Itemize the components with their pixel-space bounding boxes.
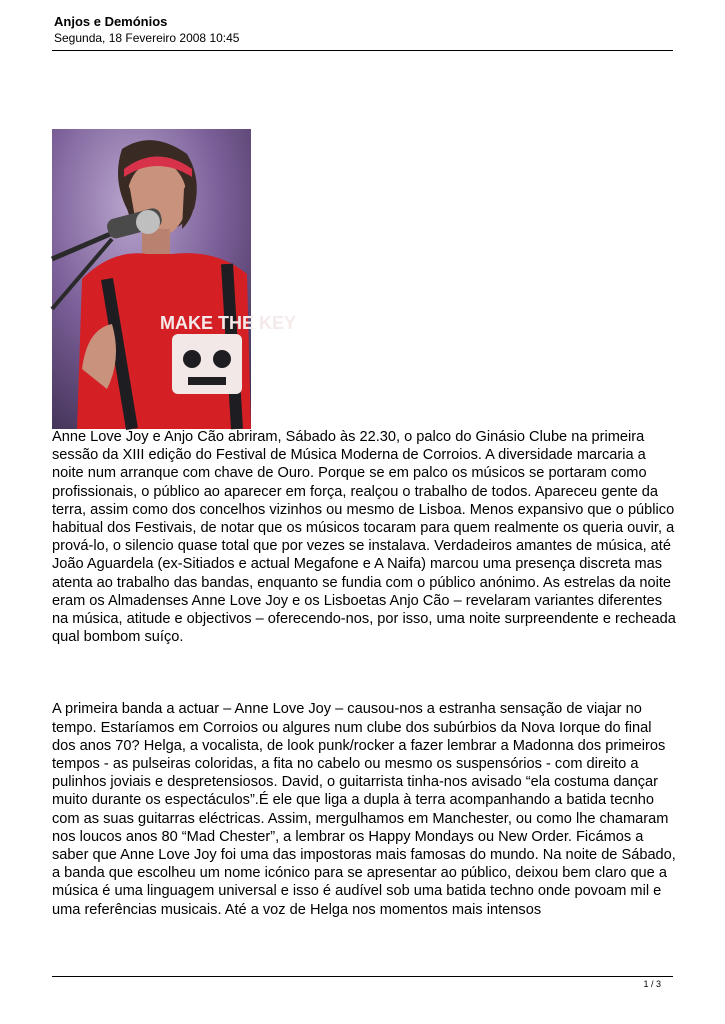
article-paragraph-1: Anne Love Joy e Anjo Cão abriram, Sábado às 22.30, o palco do Ginásio Clube na primeira sessão da XIII edição do Festival de Música Moderna de Corroios. A diversidade marcaria a noite num arranque com chave de Ouro. Porque se em palco os músicos se portaram como profissionais, o público ao aparecer em força, realçou o trabalho de todos. Apareceu gente da terra, assim como dos concelhos vizinhos ou mesmo de Lisboa. Menos expansivo que o público habitual dos Festivais, de notar que os músicos tocaram para quem realmente os queria ouvir, a prová-lo, o silencio quase total que por vezes se instalava. Verdadeiros amantes de música, até João Aguardela (ex-Sitiados e actual Megafone e A Naifa) marcou uma presença discreta mas atenta ao trabalho das bandas, enquanto se fundia com o público anónimo. As estrelas da noite eram os Almadenses Anne Love Joy e os Lisboetas Anjo Cão – revelaram variantes diferentes na música, atitude e objectivos – oferecendo-nos, por isso, uma noite surpreendente e recheada qual bombom suíço. xyxy=(52,429,676,646)
document-date: Segunda, 18 Fevereiro 2008 10:45 xyxy=(54,31,240,45)
article-photo xyxy=(52,129,297,429)
page-number: 1 / 3 xyxy=(643,979,661,989)
shirt-text: MAKE THE KEY xyxy=(160,313,297,333)
document-title: Anjos e Demónios xyxy=(54,14,168,29)
singer-photo-icon xyxy=(52,129,297,429)
article-body xyxy=(52,428,677,919)
article-paragraph-2: A primeira banda a actuar – Anne Love Joy – causou-nos a estranha sensação de viajar no tempo. Estaríamos em Corroios ou algures num clube dos subúrbios da Nova Iorque do final dos anos 70? Helga, a vocalista, de look punk/rocker a fazer lembrar a Madonna dos primeiros tempos - as pulseiras coloridas, a fita no cabelo ou mesmo os suspensórios - com direito a pulinhos joviais e despretensiosos. David, o guitarrista tinha-nos avisado “ela costuma dançar muito durante os espectáculos”.É ele que liga a dupla à terra acompanhando a batida tecnho com as suas guitarras eléctricas. Assim, mergulhamos em Manchester, ou como lhe chamaram nos loucos anos 80 “Mad Chester”, a lembrar os Happy Mondays ou New Order. Ficámos a saber que Anne Love Joy foi uma das impostoras mais famosas do mundo. Na noite de Sábado, a banda que escolheu um nome icónico para se apresentar ao público, deixou bem claro que a música é uma linguagem universal e isso é audível sob uma batida techno onde povoam mil e uma referências musicais. Até a voz de Helga nos momentos mais intensos xyxy=(52,701,676,918)
footer-divider xyxy=(52,976,673,977)
document-header xyxy=(54,14,673,46)
header-divider xyxy=(52,50,673,51)
